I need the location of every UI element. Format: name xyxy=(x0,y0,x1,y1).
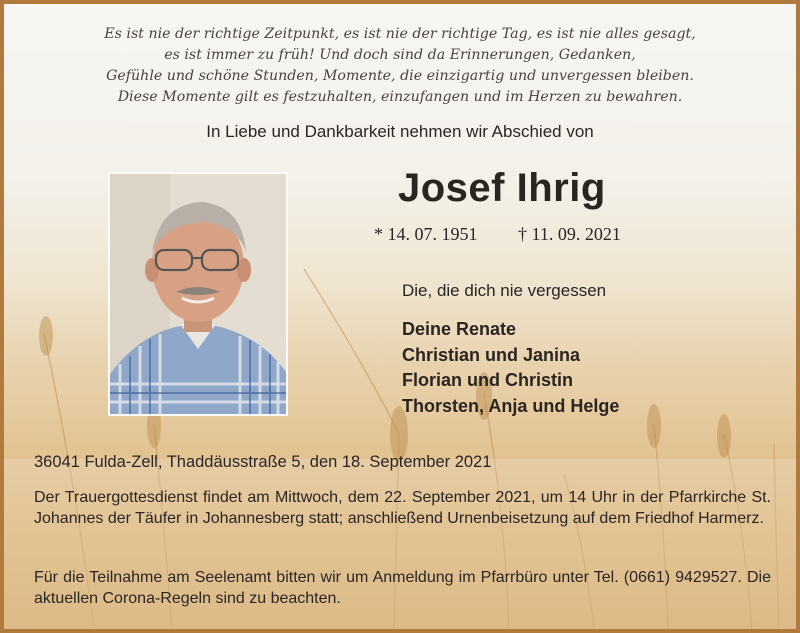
poem-line: Es ist nie der richtige Zeitpunkt, es ist nie der richtige Tag, es ist nie alles gesagt, xyxy=(104,26,696,42)
mourners-list xyxy=(402,317,619,419)
poem-line: Diese Momente gilt es festzuhalten, einzufangen und im Herzen zu bewahren. xyxy=(117,89,683,105)
farewell-intro: In Liebe und Dankbarkeit nehmen wir Abschied von xyxy=(206,122,594,141)
poem xyxy=(34,24,766,108)
death-date: † 11. 09. 2021 xyxy=(518,224,621,244)
place-and-date: 36041 Fulda-Zell, Thaddäusstraße 5, den 18. September 2021 xyxy=(34,453,492,471)
birth-date: * 14. 07. 1951 xyxy=(374,224,478,244)
poem-line: es ist immer zu früh! Und doch sind da Erinnerungen, Gedanken, xyxy=(164,47,636,63)
deceased-name: Josef Ihrig xyxy=(398,166,606,210)
portrait-photo xyxy=(108,172,288,416)
mourner-name: Christian und Janina xyxy=(402,344,581,365)
mourner-name: Deine Renate xyxy=(402,319,517,339)
mourners-intro: Die, die dich nie vergessen xyxy=(402,281,607,300)
funeral-service-info: Der Trauergottesdienst findet am Mittwoch, dem 22. September 2021, um 14 Uhr in der Pfarrkirche St. Johannes der Täufer in Johannesberg statt; anschließend Urnenbeisetzung auf dem Friedhof Harmerz. xyxy=(34,489,771,527)
mourner-name: Thorsten, Anja und Helge xyxy=(402,395,620,416)
registration-info: Für die Teilnahme am Seelenamt bitten wir um Anmeldung im Pfarrbüro unter Tel. (0661) 9429527. Die aktuellen Corona-Regeln sind zu beachten. xyxy=(34,569,771,607)
mourner-name: Florian und Christin xyxy=(402,370,573,390)
life-dates xyxy=(374,224,621,245)
poem-line: Gefühle und schöne Stunden, Momente, die einzigartig und unvergessen bleiben. xyxy=(106,68,694,84)
